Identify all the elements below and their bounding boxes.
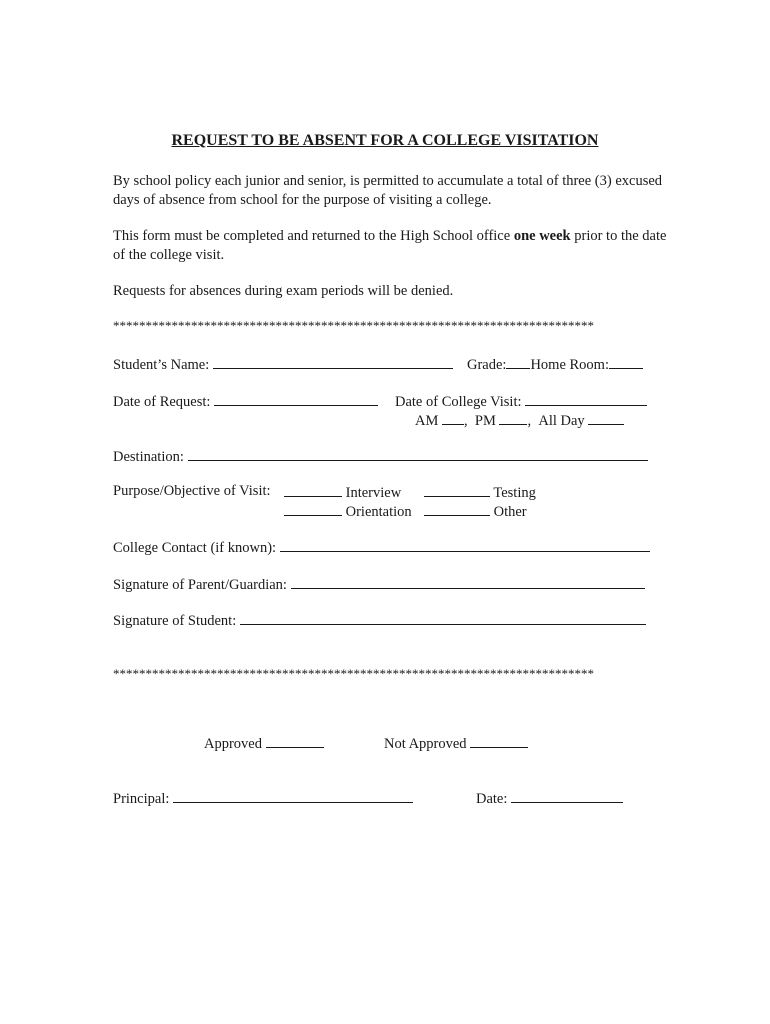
- principal-label: Principal:: [113, 791, 170, 807]
- intro-paragraph: By school policy each junior and senior, is permitted to accumulate a total of three (3) excused days of absence from school for the purpose of visiting a college.: [113, 173, 663, 208]
- grade-field[interactable]: [506, 355, 530, 369]
- other-label: Other: [493, 504, 527, 520]
- all-day-label: All Day: [538, 413, 585, 429]
- interview-field[interactable]: [284, 483, 342, 497]
- other-option: [424, 502, 527, 521]
- date-visit-label: Date of College Visit:: [395, 394, 522, 410]
- pm-label: PM: [474, 413, 496, 429]
- deadline-emphasis: one week: [513, 228, 571, 244]
- destination-row: [113, 447, 648, 466]
- date-request-field[interactable]: [214, 392, 378, 406]
- approval-date-field[interactable]: [511, 789, 623, 803]
- interview-label: Interview: [345, 485, 402, 501]
- approved-label: Approved: [204, 736, 262, 752]
- student-name-label: Student’s Name:: [113, 357, 210, 373]
- separator-top: **************************************************************************: [113, 318, 594, 333]
- approved-row: [204, 734, 324, 753]
- approval-date-label: Date:: [476, 791, 508, 807]
- testing-field[interactable]: [424, 483, 490, 497]
- destination-label: Destination:: [113, 449, 184, 465]
- approved-field[interactable]: [266, 734, 324, 748]
- all-day-field[interactable]: [588, 411, 624, 425]
- testing-option: [424, 483, 536, 502]
- other-field[interactable]: [424, 502, 490, 516]
- pm-field[interactable]: [499, 411, 527, 425]
- student-name-field[interactable]: [213, 355, 453, 369]
- not-approved-label: Not Approved: [384, 736, 467, 752]
- exam-note: Requests for absences during exam periods will be denied.: [113, 283, 454, 299]
- form-title: REQUEST TO BE ABSENT FOR A COLLEGE VISITATION: [171, 132, 599, 149]
- principal-row: [113, 789, 413, 808]
- not-approved-field[interactable]: [470, 734, 528, 748]
- home-room-field[interactable]: [609, 355, 643, 369]
- orientation-option: [284, 502, 412, 521]
- grade-label: Grade:: [467, 357, 507, 373]
- date-request-row: [113, 392, 378, 411]
- purpose-label: Purpose/Objective of Visit:: [113, 483, 271, 499]
- am-label: AM: [415, 413, 439, 429]
- date-visit-row: [395, 392, 647, 411]
- parent-signature-field[interactable]: [291, 575, 645, 589]
- separator-bottom: **************************************************************************: [113, 666, 594, 681]
- principal-signature-field[interactable]: [173, 789, 413, 803]
- not-approved-row: [384, 734, 528, 753]
- orientation-label: Orientation: [345, 504, 412, 520]
- college-contact-field[interactable]: [280, 538, 650, 552]
- destination-field[interactable]: [188, 447, 648, 461]
- date-visit-field[interactable]: [525, 392, 647, 406]
- grade-row: [467, 355, 643, 374]
- student-name-row: [113, 355, 453, 374]
- am-field[interactable]: [442, 411, 464, 425]
- deadline-text: This form must be completed and returned to the High School office: [113, 228, 514, 244]
- college-contact-row: [113, 538, 650, 557]
- student-signature-field[interactable]: [240, 611, 646, 625]
- college-contact-label: College Contact (if known):: [113, 540, 277, 556]
- approval-date-row: [476, 789, 623, 808]
- interview-option: [284, 483, 401, 502]
- date-request-label: Date of Request:: [113, 394, 211, 410]
- parent-signature-row: [113, 575, 645, 594]
- orientation-field[interactable]: [284, 502, 342, 516]
- time-of-day-row: AM , PM , All Day: [415, 411, 624, 430]
- deadline-paragraph: [113, 227, 673, 265]
- home-room-label: Home Room:: [530, 357, 609, 373]
- testing-label: Testing: [493, 485, 536, 501]
- student-signature-row: [113, 611, 646, 630]
- parent-signature-label: Signature of Parent/Guardian:: [113, 577, 287, 593]
- student-signature-label: Signature of Student:: [113, 613, 237, 629]
- deadline-text-end: prior to the date of the college visit.: [113, 228, 667, 263]
